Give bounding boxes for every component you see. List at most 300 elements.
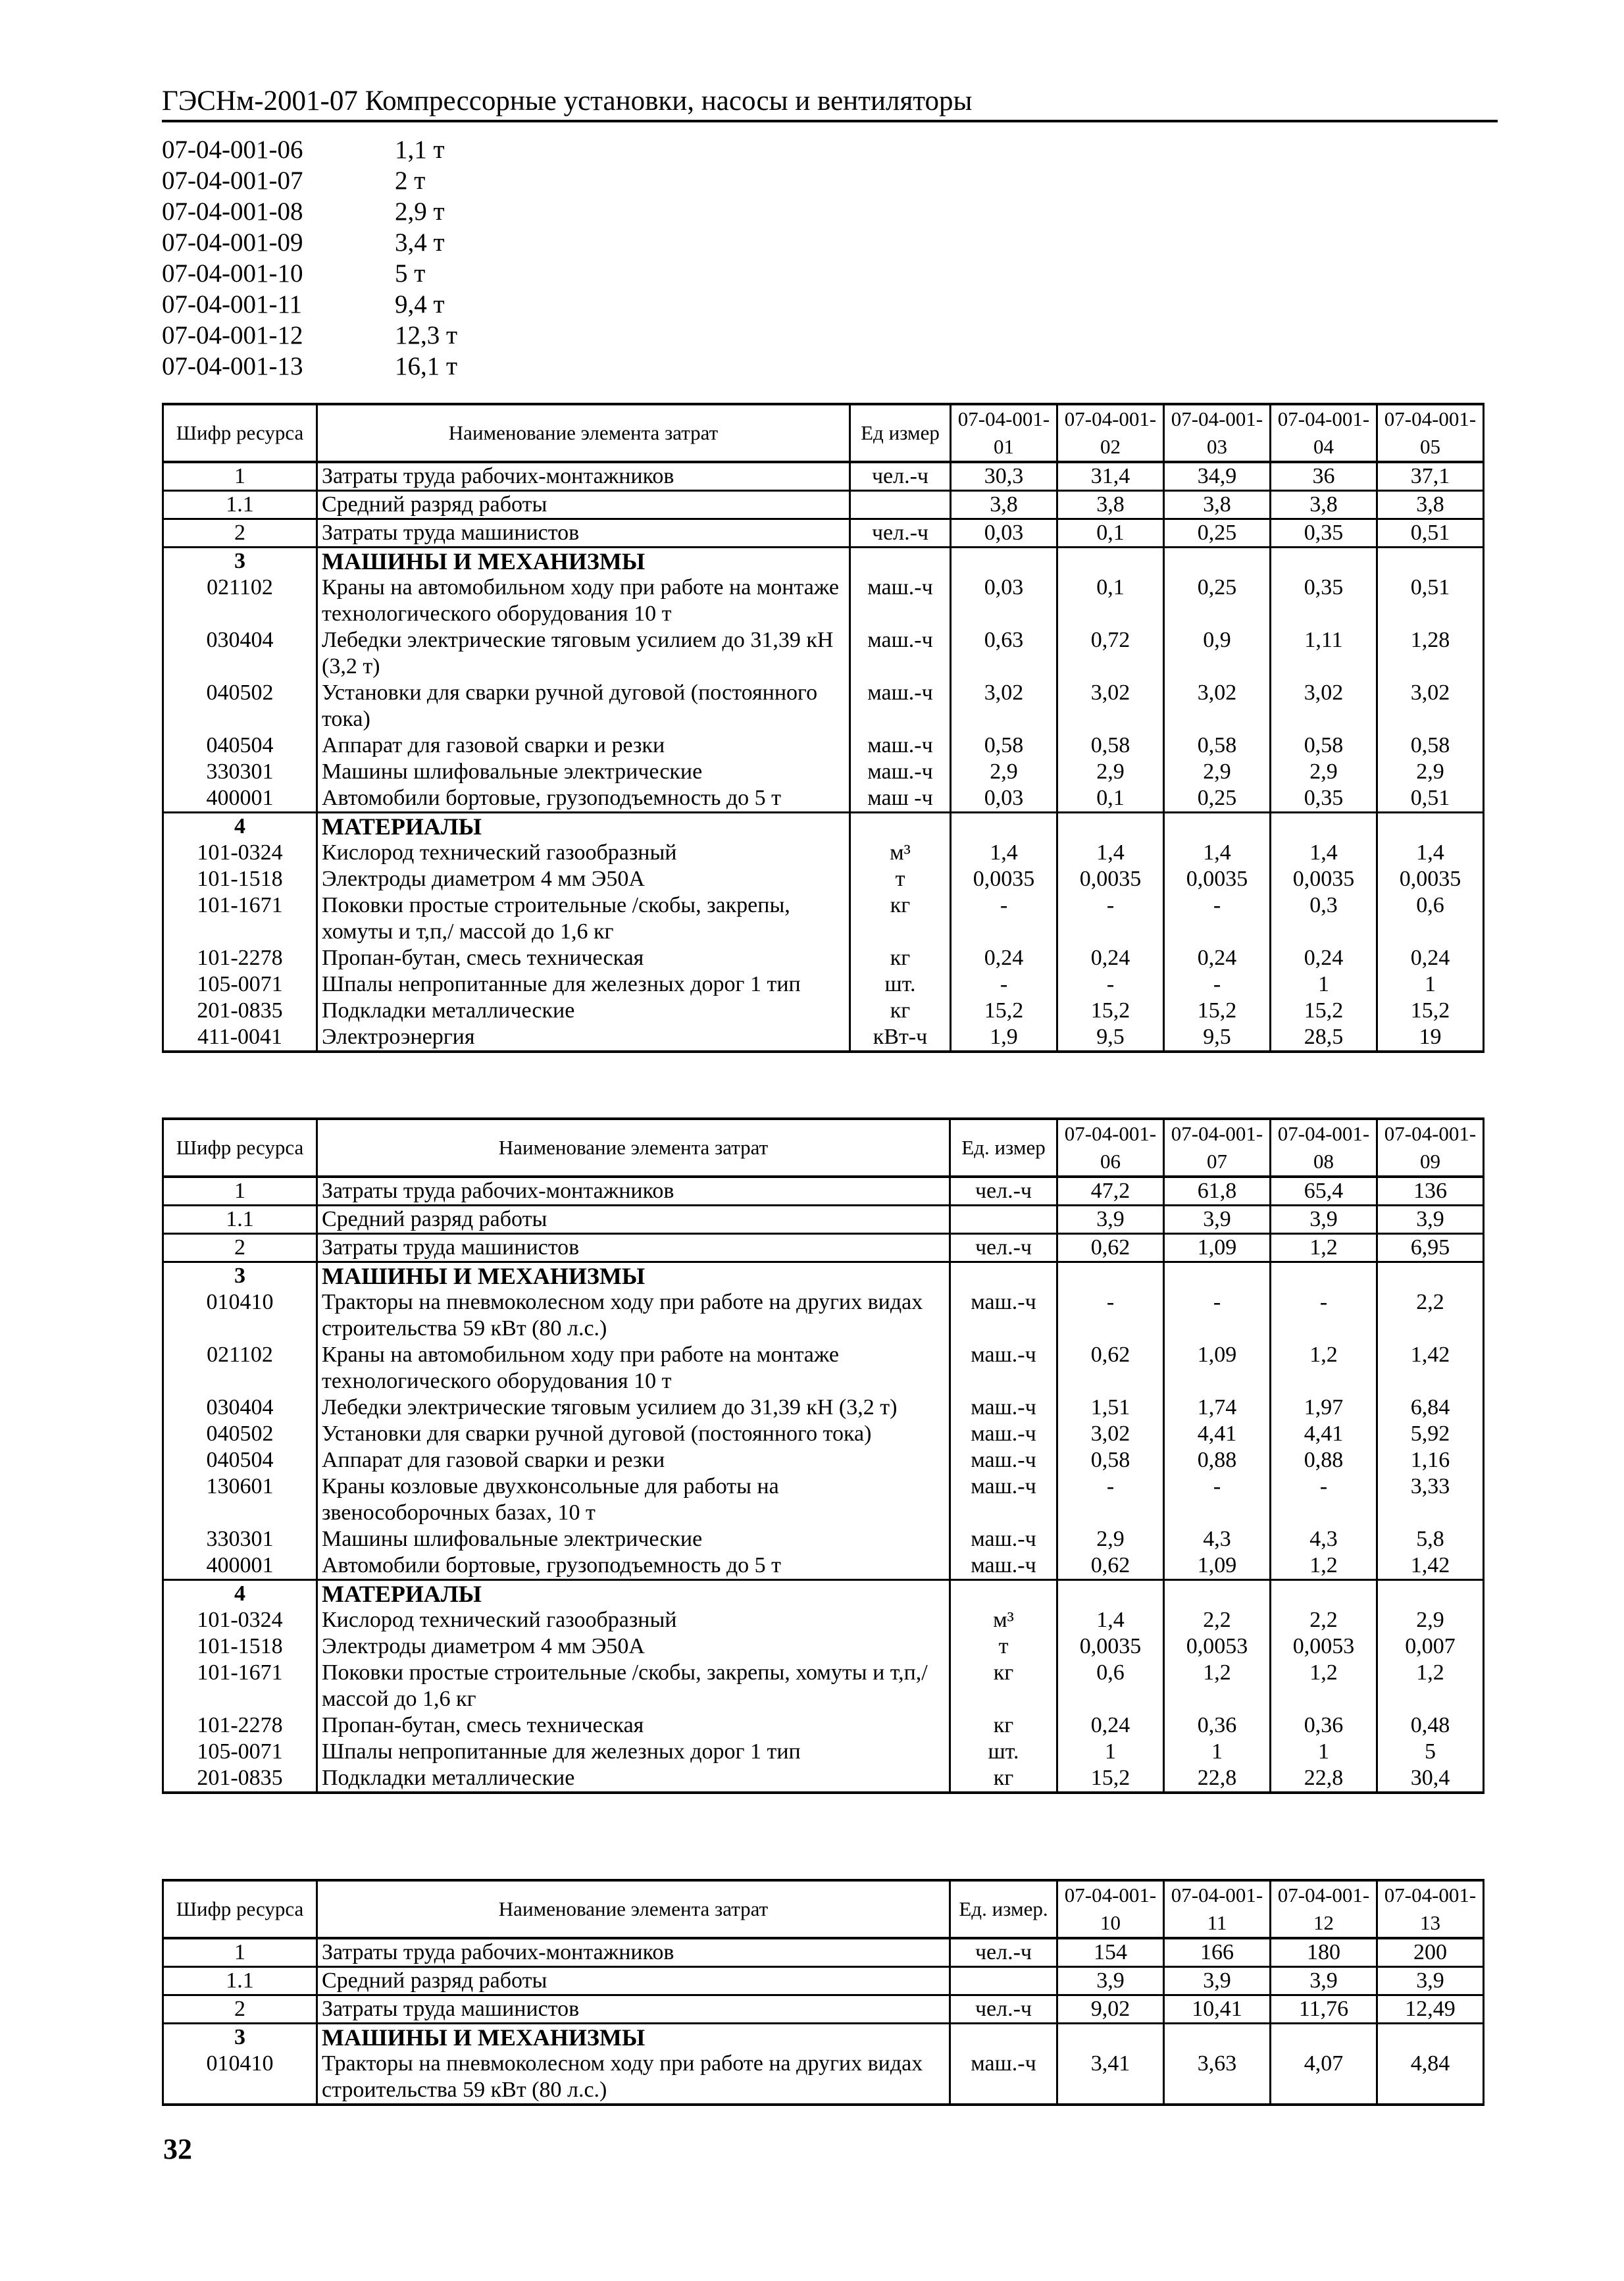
pre-list-code: 07-04-001-06 xyxy=(162,136,303,164)
row-unit xyxy=(950,1580,1057,1608)
pre-list-value: 2,9 т xyxy=(395,197,445,226)
row-name: Аппарат для газовой сварки и резки xyxy=(317,732,850,759)
page-number: 32 xyxy=(163,2133,192,2165)
row-value: 0,9 xyxy=(1164,627,1271,680)
row-value: 2,9 xyxy=(951,759,1057,785)
row-value: 0,51 xyxy=(1377,575,1484,627)
row-value: 3,02 xyxy=(1164,680,1271,732)
header-norm-code: 07-04-001-12 xyxy=(1271,1880,1377,1938)
row-code: 1.1 xyxy=(163,491,317,519)
row-name: Шпалы непропитанные для железных дорог 1 тип xyxy=(317,1739,950,1765)
row-value: 5,8 xyxy=(1377,1526,1484,1552)
row-value: 1,4 xyxy=(1057,1607,1164,1633)
row-value: 0,72 xyxy=(1057,627,1164,680)
row-value: 0,03 xyxy=(951,785,1057,813)
header-unit: Ед. измер. xyxy=(950,1880,1057,1938)
row-value: 0,25 xyxy=(1164,575,1271,627)
row-value: 15,2 xyxy=(1057,1765,1164,1793)
row-code: 201-0835 xyxy=(163,998,317,1024)
row-name: Установки для сварки ручной дуговой (постоянного тока) xyxy=(317,1421,950,1447)
row-value: 15,2 xyxy=(1377,998,1484,1024)
row-value: 200 xyxy=(1377,1938,1484,1967)
row-value: 0,24 xyxy=(1164,945,1271,971)
row-code: 1.1 xyxy=(163,1967,317,1995)
row-unit: маш.-ч xyxy=(950,2051,1057,2105)
header-norm-code: 07-04-001-09 xyxy=(1377,1119,1484,1177)
row-code: 101-1671 xyxy=(163,1660,317,1712)
table-row xyxy=(163,1607,1484,1633)
row-value: 22,8 xyxy=(1271,1765,1377,1793)
row-code: 1 xyxy=(163,462,317,491)
header-unit: Ед измер xyxy=(850,404,951,462)
row-value: 36 xyxy=(1271,462,1377,491)
row-value: 0,6 xyxy=(1057,1660,1164,1712)
table-row xyxy=(163,1474,1484,1526)
row-code: 101-1518 xyxy=(163,1633,317,1660)
row-unit: чел.-ч xyxy=(850,462,951,491)
row-value: - xyxy=(1164,1474,1271,1526)
table-row xyxy=(163,732,1484,759)
row-value: 3,9 xyxy=(1271,1967,1377,1995)
row-value: 3,02 xyxy=(1271,680,1377,732)
row-value: 37,1 xyxy=(1377,462,1484,491)
resource-table-1 xyxy=(162,403,1484,1053)
row-name: Автомобили бортовые, грузоподъемность до 5 т xyxy=(317,1552,950,1580)
row-unit: кг xyxy=(850,998,951,1024)
row-value: 0,0035 xyxy=(1377,866,1484,892)
row-name: Затраты труда рабочих-монтажников xyxy=(317,462,850,491)
row-value: 1,16 xyxy=(1377,1447,1484,1474)
row-value: 6,84 xyxy=(1377,1395,1484,1421)
row-value: 0,51 xyxy=(1377,785,1484,813)
table-row xyxy=(163,1739,1484,1765)
table-row xyxy=(163,1395,1484,1421)
row-value: 47,2 xyxy=(1057,1177,1164,1206)
row-value: 0,03 xyxy=(951,575,1057,627)
row-value: 0,0053 xyxy=(1271,1633,1377,1660)
row-value xyxy=(1164,1580,1271,1608)
pre-list-value: 12,3 т xyxy=(395,321,458,349)
header-norm-code: 07-04-001-10 xyxy=(1057,1880,1164,1938)
row-value: 0,62 xyxy=(1057,1342,1164,1395)
row-code: 1 xyxy=(163,1177,317,1206)
header-norm-code: 07-04-001-11 xyxy=(1164,1880,1271,1938)
table-row xyxy=(163,1995,1484,2024)
row-value: 0,51 xyxy=(1377,519,1484,548)
row-code: 021102 xyxy=(163,575,317,627)
table-row xyxy=(163,1206,1484,1234)
row-code: 040504 xyxy=(163,732,317,759)
section-row xyxy=(163,1262,1484,1290)
row-unit: кВт-ч xyxy=(850,1024,951,1052)
row-value: 4,84 xyxy=(1377,2051,1484,2105)
row-value: 0,58 xyxy=(1377,732,1484,759)
row-value xyxy=(1377,813,1484,840)
row-code: 330301 xyxy=(163,1526,317,1552)
row-unit: маш -ч xyxy=(850,785,951,813)
row-name: Электроэнергия xyxy=(317,1024,850,1052)
header-norm-code: 07-04-001-08 xyxy=(1271,1119,1377,1177)
row-code: 130601 xyxy=(163,1474,317,1526)
row-value: 1,09 xyxy=(1164,1234,1271,1262)
row-unit: чел.-ч xyxy=(950,1938,1057,1967)
row-code: 101-1518 xyxy=(163,866,317,892)
row-value: 5 xyxy=(1377,1739,1484,1765)
row-code: 040504 xyxy=(163,1447,317,1474)
row-value: 3,8 xyxy=(1271,491,1377,519)
table-row xyxy=(163,1447,1484,1474)
row-value: 10,41 xyxy=(1164,1995,1271,2024)
table-header-row xyxy=(163,1119,1484,1177)
row-value: 61,8 xyxy=(1164,1177,1271,1206)
header-code: Шифр ресурса xyxy=(163,404,317,462)
row-unit: маш.-ч xyxy=(850,759,951,785)
row-value xyxy=(1057,1262,1164,1290)
row-value: 0,24 xyxy=(1377,945,1484,971)
row-value: 2,9 xyxy=(1377,1607,1484,1633)
row-value xyxy=(1164,548,1271,575)
row-code: 400001 xyxy=(163,1552,317,1580)
header-norm-code: 07-04-001-01 xyxy=(951,404,1057,462)
row-value: 0,58 xyxy=(1057,732,1164,759)
table-row xyxy=(163,1938,1484,1967)
row-value: 9,5 xyxy=(1057,1024,1164,1052)
section-title: МАТЕРИАЛЫ xyxy=(317,813,850,840)
header-name: Наименование элемента затрат xyxy=(317,404,850,462)
row-value xyxy=(1271,1580,1377,1608)
row-value: 1,2 xyxy=(1271,1342,1377,1395)
row-name: Поковки простые строительные /скобы, закрепы, хомуты и т,п,/ массой до 1,6 кг xyxy=(317,1660,950,1712)
row-value: 3,8 xyxy=(951,491,1057,519)
table-row xyxy=(163,1660,1484,1712)
row-value: 0,48 xyxy=(1377,1712,1484,1739)
row-value: 4,41 xyxy=(1271,1421,1377,1447)
row-value: 0,58 xyxy=(951,732,1057,759)
row-code: 3 xyxy=(163,2024,317,2051)
table-row xyxy=(163,2051,1484,2105)
row-value: 3,02 xyxy=(1377,680,1484,732)
section-row xyxy=(163,1580,1484,1608)
row-name: Подкладки металлические xyxy=(317,1765,950,1793)
row-name: Машины шлифовальные электрические xyxy=(317,759,850,785)
row-value: - xyxy=(1271,1474,1377,1526)
table-row xyxy=(163,1633,1484,1660)
row-value: 154 xyxy=(1057,1938,1164,1967)
row-value: 30,4 xyxy=(1377,1765,1484,1793)
resource-table-2 xyxy=(162,1117,1484,1794)
row-unit: маш.-ч xyxy=(850,575,951,627)
row-unit xyxy=(950,1206,1057,1234)
pre-list-value: 1,1 т xyxy=(395,136,445,164)
row-value: - xyxy=(1271,1289,1377,1342)
row-unit: маш.-ч xyxy=(850,627,951,680)
pre-list-code: 07-04-001-08 xyxy=(162,197,303,226)
header-code: Шифр ресурса xyxy=(163,1880,317,1938)
header-unit: Ед. измер xyxy=(950,1119,1057,1177)
pre-list-code: 07-04-001-13 xyxy=(162,352,303,380)
row-value xyxy=(1377,1262,1484,1290)
pre-list-code: 07-04-001-09 xyxy=(162,228,303,257)
row-value: 9,5 xyxy=(1164,1024,1271,1052)
row-value: 1,42 xyxy=(1377,1552,1484,1580)
row-value: 0,24 xyxy=(1057,945,1164,971)
table-row xyxy=(163,1712,1484,1739)
pre-list-row xyxy=(162,196,457,227)
table-row xyxy=(163,840,1484,866)
row-unit: чел.-ч xyxy=(850,519,951,548)
row-name: Затраты труда рабочих-монтажников xyxy=(317,1938,950,1967)
row-value: 3,9 xyxy=(1057,1967,1164,1995)
pre-list-row xyxy=(162,351,457,382)
pre-list-code: 07-04-001-07 xyxy=(162,167,303,195)
table-row xyxy=(163,945,1484,971)
table-row xyxy=(163,575,1484,627)
row-name: Автомобили бортовые, грузоподъемность до 5 т xyxy=(317,785,850,813)
table-header-row xyxy=(163,1880,1484,1938)
row-value: 1,4 xyxy=(1057,840,1164,866)
row-name: Тракторы на пневмоколесном ходу при работе на других видах строительства 59 кВт (80 л.с.) xyxy=(317,2051,950,2105)
row-code: 3 xyxy=(163,548,317,575)
row-code: 1.1 xyxy=(163,1206,317,1234)
row-value: - xyxy=(1057,892,1164,945)
row-code: 4 xyxy=(163,1580,317,1608)
row-code: 2 xyxy=(163,1234,317,1262)
table-header-row xyxy=(163,404,1484,462)
row-unit: шт. xyxy=(850,971,951,998)
row-value: 1,2 xyxy=(1377,1660,1484,1712)
row-code: 201-0835 xyxy=(163,1765,317,1793)
pre-list-row xyxy=(162,134,457,165)
resource-table-3 xyxy=(162,1879,1484,2106)
row-value: 1 xyxy=(1377,971,1484,998)
row-value: 0,63 xyxy=(951,627,1057,680)
row-name: Установки для сварки ручной дуговой (постоянного тока) xyxy=(317,680,850,732)
row-value: 0,62 xyxy=(1057,1552,1164,1580)
table-row xyxy=(163,998,1484,1024)
pre-list-row xyxy=(162,165,457,196)
row-name: Средний разряд работы xyxy=(317,491,850,519)
row-name: Пропан-бутан, смесь техническая xyxy=(317,945,850,971)
page-header xyxy=(162,78,1498,122)
row-value: 2,9 xyxy=(1057,1526,1164,1552)
row-value: - xyxy=(1057,971,1164,998)
row-value: 3,9 xyxy=(1271,1206,1377,1234)
row-value: - xyxy=(1164,1289,1271,1342)
pre-list-value: 9,4 т xyxy=(395,290,445,319)
row-value: 2,2 xyxy=(1271,1607,1377,1633)
row-code: 030404 xyxy=(163,1395,317,1421)
row-value: 0,007 xyxy=(1377,1633,1484,1660)
row-code: 1 xyxy=(163,1938,317,1967)
row-value: 22,8 xyxy=(1164,1765,1271,1793)
row-unit: т xyxy=(850,866,951,892)
row-unit: шт. xyxy=(950,1739,1057,1765)
row-value: 0,88 xyxy=(1271,1447,1377,1474)
row-value: 1 xyxy=(1164,1739,1271,1765)
section-row xyxy=(163,813,1484,840)
header-norm-code: 07-04-001-04 xyxy=(1271,404,1377,462)
row-value: 3,02 xyxy=(951,680,1057,732)
row-value: 15,2 xyxy=(1164,998,1271,1024)
row-value: 0,1 xyxy=(1057,519,1164,548)
row-value: 2,9 xyxy=(1057,759,1164,785)
table-row xyxy=(163,1421,1484,1447)
table-row xyxy=(163,1967,1484,1995)
row-unit: кг xyxy=(950,1765,1057,1793)
row-value xyxy=(1271,1262,1377,1290)
row-value: 0,88 xyxy=(1164,1447,1271,1474)
table-row xyxy=(163,519,1484,548)
row-name: Электроды диаметром 4 мм Э50А xyxy=(317,866,850,892)
header-code: Шифр ресурса xyxy=(163,1119,317,1177)
row-name: Пропан-бутан, смесь техническая xyxy=(317,1712,950,1739)
row-unit xyxy=(950,1262,1057,1290)
row-unit: чел.-ч xyxy=(950,1995,1057,2024)
table-row xyxy=(163,1234,1484,1262)
row-value: 65,4 xyxy=(1271,1177,1377,1206)
row-value: 2,9 xyxy=(1271,759,1377,785)
row-unit: маш.-ч xyxy=(950,1474,1057,1526)
header-norm-code: 07-04-001-13 xyxy=(1377,1880,1484,1938)
section-title: МАШИНЫ И МЕХАНИЗМЫ xyxy=(317,1262,950,1290)
row-value: 1,97 xyxy=(1271,1395,1377,1421)
row-code: 101-0324 xyxy=(163,1607,317,1633)
row-value: 1,9 xyxy=(951,1024,1057,1052)
pre-list-code: 07-04-001-10 xyxy=(162,259,303,288)
row-value: 166 xyxy=(1164,1938,1271,1967)
row-name: Краны козловые двухконсольные для работы на звенособорочных базах, 10 т xyxy=(317,1474,950,1526)
row-unit xyxy=(850,548,951,575)
row-code: 101-0324 xyxy=(163,840,317,866)
row-value: - xyxy=(1057,1289,1164,1342)
row-value: 30,3 xyxy=(951,462,1057,491)
row-name: Краны на автомобильном ходу при работе на монтаже технологического оборудования 10 т xyxy=(317,1342,950,1395)
row-unit: маш.-ч xyxy=(950,1526,1057,1552)
row-name: Машины шлифовальные электрические xyxy=(317,1526,950,1552)
row-code: 105-0071 xyxy=(163,1739,317,1765)
row-value: 3,02 xyxy=(1057,680,1164,732)
row-value: 3,9 xyxy=(1377,1206,1484,1234)
row-value: 2,2 xyxy=(1164,1607,1271,1633)
row-value: 1,2 xyxy=(1271,1660,1377,1712)
row-value: 0,62 xyxy=(1057,1234,1164,1262)
row-value: 3,8 xyxy=(1057,491,1164,519)
row-value: 2,2 xyxy=(1377,1289,1484,1342)
row-name: Аппарат для газовой сварки и резки xyxy=(317,1447,950,1474)
row-unit: кг xyxy=(950,1712,1057,1739)
row-name: Краны на автомобильном ходу при работе на монтаже технологического оборудования 10 т xyxy=(317,575,850,627)
row-value: 136 xyxy=(1377,1177,1484,1206)
row-value: 0,58 xyxy=(1271,732,1377,759)
row-value: 0,1 xyxy=(1057,575,1164,627)
section-row xyxy=(163,548,1484,575)
header-norm-code: 07-04-001-05 xyxy=(1377,404,1484,462)
table-row xyxy=(163,1024,1484,1052)
row-value: 0,1 xyxy=(1057,785,1164,813)
row-code: 330301 xyxy=(163,759,317,785)
row-code: 2 xyxy=(163,1995,317,2024)
row-value: 2,9 xyxy=(1377,759,1484,785)
row-value: - xyxy=(1164,892,1271,945)
row-unit xyxy=(850,491,951,519)
row-unit: м³ xyxy=(950,1607,1057,1633)
pre-list-value: 2 т xyxy=(395,167,426,195)
row-value: 5,92 xyxy=(1377,1421,1484,1447)
table-row xyxy=(163,1552,1484,1580)
pre-list-row xyxy=(162,289,457,320)
row-unit: чел.-ч xyxy=(950,1234,1057,1262)
table-row xyxy=(163,785,1484,813)
row-value xyxy=(1057,2024,1164,2051)
table-row xyxy=(163,491,1484,519)
row-value: 1,11 xyxy=(1271,627,1377,680)
row-value: 1,4 xyxy=(1271,840,1377,866)
row-code: 400001 xyxy=(163,785,317,813)
row-value: 1,51 xyxy=(1057,1395,1164,1421)
row-value: 1,28 xyxy=(1377,627,1484,680)
row-code: 411-0041 xyxy=(163,1024,317,1052)
header-name: Наименование элемента затрат xyxy=(317,1880,950,1938)
row-value: 0,25 xyxy=(1164,785,1271,813)
row-value: 0,0035 xyxy=(951,866,1057,892)
row-unit: маш.-ч xyxy=(950,1552,1057,1580)
row-value: 1,42 xyxy=(1377,1342,1484,1395)
pre-list-row xyxy=(162,320,457,351)
pre-list-value: 3,4 т xyxy=(395,228,445,257)
row-unit: м³ xyxy=(850,840,951,866)
row-unit: маш.-ч xyxy=(950,1289,1057,1342)
page-title: ГЭСНм-2001-07 Компрессорные установки, насосы и вентиляторы xyxy=(162,86,973,116)
table-row xyxy=(163,1526,1484,1552)
row-value: 11,76 xyxy=(1271,1995,1377,2024)
row-value: 3,9 xyxy=(1164,1206,1271,1234)
row-value: 0,58 xyxy=(1164,732,1271,759)
table-row xyxy=(163,1289,1484,1342)
row-value xyxy=(1164,813,1271,840)
row-value: 1,4 xyxy=(951,840,1057,866)
table-row xyxy=(163,462,1484,491)
row-code: 040502 xyxy=(163,680,317,732)
row-unit: маш.-ч xyxy=(950,1421,1057,1447)
row-value xyxy=(1164,2024,1271,2051)
row-value: 0,0035 xyxy=(1057,866,1164,892)
row-code: 010410 xyxy=(163,1289,317,1342)
row-name: Тракторы на пневмоколесном ходу при работе на других видах строительства 59 кВт (80 л.с.) xyxy=(317,1289,950,1342)
row-unit: маш.-ч xyxy=(850,732,951,759)
row-value: 28,5 xyxy=(1271,1024,1377,1052)
row-code: 021102 xyxy=(163,1342,317,1395)
row-value: 3,33 xyxy=(1377,1474,1484,1526)
row-value: 0,03 xyxy=(951,519,1057,548)
row-code: 101-1671 xyxy=(163,892,317,945)
row-value: 2,9 xyxy=(1164,759,1271,785)
row-unit: кг xyxy=(850,892,951,945)
row-unit: чел.-ч xyxy=(950,1177,1057,1206)
table-row xyxy=(163,971,1484,998)
row-value: 4,3 xyxy=(1164,1526,1271,1552)
row-value: 1,2 xyxy=(1271,1552,1377,1580)
section-row xyxy=(163,2024,1484,2051)
row-unit: маш.-ч xyxy=(850,680,951,732)
row-code: 030404 xyxy=(163,627,317,680)
row-value: 4,3 xyxy=(1271,1526,1377,1552)
row-value: 0,0053 xyxy=(1164,1633,1271,1660)
table-row xyxy=(163,1765,1484,1793)
row-value: - xyxy=(1164,971,1271,998)
row-name: Затраты труда рабочих-монтажников xyxy=(317,1177,950,1206)
row-value xyxy=(1377,2024,1484,2051)
row-value xyxy=(1164,1262,1271,1290)
